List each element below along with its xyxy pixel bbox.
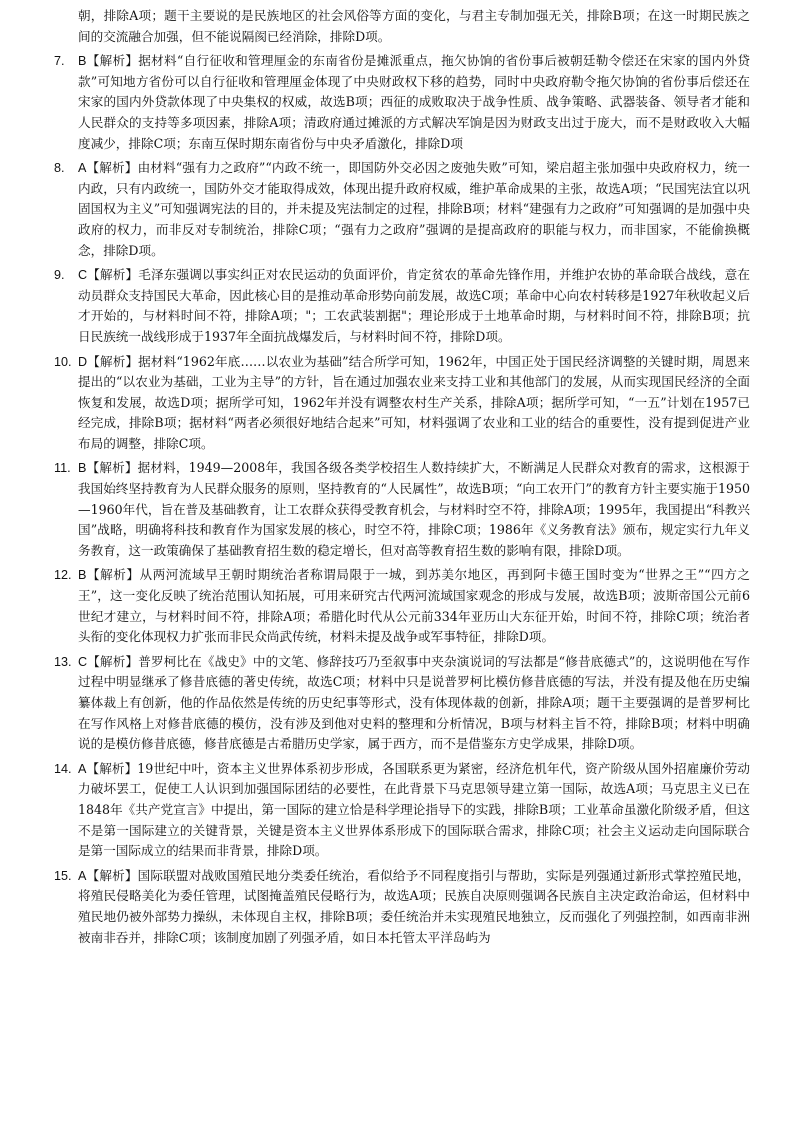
explanation-text: 据材料“自行征收和管理厘金的东南省份是摊派重点，拖欠协饷的省份事后被朝廷勒令偿还在宋家的国内外贷款”可知地方省份可以自行征收和管理厘金体现了中央财政权下移的趋势，同时中央政府勒令拖欠协饷的省份事后偿还在宋家的国内外贷款体现了中央集权的权威，故选B项；西征的成败取决于战争性质、战争策略、武器装备、领导者才能和人民群众的支持等多项因素，排除A项；清政府通过摊派的方式解决军饷是因为财政支出过于庞大，而不是财政收入大幅度减少，排除C项；东南互保时期东南省份与中央矛盾激化，排除D项 — [78, 53, 750, 151]
analysis-tag: 【解析】 — [87, 653, 139, 669]
explanation-text: 据材料“1962年底……以农业为基础”结合所学可知，1962年，中国正处于国民经济调整的关键时期，周恩来提出的“以农业为基础，工业为主导”的方针，旨在通过加强农业来支持工业和其他部门的发展，从而实现国民经济的全面恢复和发展，故选D项；据所学可知，1962年并没有调整农村生产关系，排除A项；据所学可知，“一五”计划在1957已经完成，排除B项；据材料“两者必须很好地结合起来”可知，材料强调了农业和工业的结合的重要性，没有提到促进产业布局的调整，排除C项。 — [78, 353, 750, 451]
explanation-text: 从两河流域早王朝时期统治者称谓局限于一城，到苏美尔地区，再到阿卡德王国时变为“世界之王”“四方之王”，这一变化反映了统治范围认知拓展，可用来研究古代两河流域国家观念的形成与发展，故选B项；波斯帝国公元前6世纪才建立，与材料时间不符，排除A项；希腊化时代从公元前334年亚历山大东征开始，时间不符，排除C项；统治者头衔的变化体现权力扩张而非民众尚武传统，材料未提及战争或军事特征，排除D项。 — [78, 567, 750, 645]
analysis-tag: 【解析】 — [86, 460, 138, 476]
question-number: 7. — [54, 54, 65, 69]
answer-letter: B — [78, 568, 87, 583]
answer-explanation — [78, 652, 750, 755]
answer-explanation — [78, 51, 750, 154]
explanation-text: 毛泽东强调以事实纠正对农民运动的负面评价，肯定贫农的革命先锋作用，并维护农协的革命联合战线，意在动员群众支持国民大革命，因此核心目的是推动革命形势向前发展，故选C项；革命中心向农村转移是1927年秋收起义后才开始的，与材料时间不符，排除A项；"；工农武装割据"；理论形成于土地革命时期，与材料时间不符，排除B项；抗日民族统一战线形成于1937年全面抗战爆发后，与材料时间不符，排除D项。 — [78, 267, 751, 344]
answer-item — [54, 458, 750, 561]
answer-item — [54, 652, 750, 755]
answer-list — [54, 51, 750, 948]
analysis-tag: 【解析】 — [87, 353, 139, 369]
question-number: 12. — [54, 568, 72, 583]
explanation-text: 普罗柯比在《战史》中的文笔、修辞技巧乃至叙事中夹杂演说词的写法都是“修昔底德式”的，这说明他在写作过程中明显继承了修昔底德的著史传统，故选C项；材料中只是说普罗柯比模仿修昔底德的写法，并没有提及他在历史编纂体裁上有创新，他的作品依然是传统的历史纪事等形式，没有体现体裁的创新，排除A项；题干主要强调的是普罗柯比在写作风格上对修昔底德的模仿，没有涉及到他对史料的整理和分析情况，B项与材料主旨不符，排除B项；材料中明确说的是模仿修昔底德，修昔底德是古希腊历史学家，属于西方，而不是借鉴东方史学成果，排除D项。 — [78, 653, 750, 752]
answer-letter: D — [78, 354, 88, 369]
question-number: 10. — [54, 354, 72, 369]
answer-letter: C — [78, 268, 88, 283]
analysis-tag: 【解析】 — [86, 567, 140, 583]
answer-item — [54, 158, 750, 261]
continuation-paragraph: 朝，排除A项；题干主要说的是民族地区的社会风俗等方面的变化，与君主专制加强无关，排除B项；在这一时期民族之间的交流融合加强，但不能说隔阂已经消除，排除D项。 — [78, 8, 750, 44]
question-number: 11. — [54, 461, 71, 476]
answer-letter: A — [78, 161, 87, 176]
answer-item — [54, 265, 750, 347]
analysis-tag: 【解析】 — [87, 267, 139, 283]
answer-letter: B — [78, 461, 87, 476]
question-number: 13. — [54, 654, 72, 669]
answer-item — [54, 352, 750, 455]
question-number: 15. — [54, 868, 72, 883]
explanation-text: 国际联盟对战败国殖民地分类委任统治，看似给予不同程度指引与帮助，实际是列强通过新形式掌控殖民地，将殖民侵略美化为委任管理，试图掩盖殖民侵略行为，故选A项；民族自决原则强调各民族自主决定政治命运，但材料中殖民地仍被外部势力操纵，未体现自主权，排除B项；委任统治并未实现殖民地独立，反而强化了列强控制，如西南非洲被南非吞并，排除C项；该制度加剧了列强矛盾，如日本托管太平洋岛屿为 — [78, 867, 751, 945]
answer-explanation — [78, 565, 750, 647]
analysis-tag: 【解析】 — [86, 867, 138, 883]
analysis-tag: 【解析】 — [86, 53, 139, 69]
explanation-text: 据材料，1949—2008年，我国各级各类学校招生人数持续扩大，不断满足人民群众对教育的需求，这根源于我国始终坚持教育为人民群众服务的原则，坚持教育的“人民属性”，故选B项；“向工农开门”的教育方针主要实施于1950—1960年代，旨在普及基础教育，让工农群众获得受教育机会，与材料时空不符，排除A项；1995年，我国提出“科教兴国”战略，明确将科技和教育作为国家发展的核心，时空不符，排除C项；1986年《义务教育法》颁布，规定实行九年义务教育，这一政策确保了基础教育招生数的稳定增长，但对高等教育招生数的影响有限，排除D项。 — [78, 460, 750, 558]
answer-explanation — [78, 158, 750, 261]
explanation-text: 由材料“强有力之政府”“内政不统一，即国防外交必因之废弛失败”可知，梁启超主张加强中央政府权力，统一内政，只有内政统一，国防外交才能取得成效，体现出提升政府权威，维护革命成果的主张，故选A项；“民国宪法宜以巩固国权为主义”可知强调宪法的目的，并未提及宪法制定的过程，排除B项；材料“建强有力之政府”可知强调的是加强中央政府的权力，而非反对专制统治，排除C项；“强有力之政府”强调的是提高政府的职能与权力，而非国家，不能偷换概念，排除D项。 — [78, 160, 751, 258]
answer-item — [54, 51, 750, 154]
answer-letter: A — [78, 761, 87, 776]
answer-item — [54, 759, 750, 862]
answer-letter: A — [78, 868, 87, 883]
explanation-text: 19世纪中叶，资本主义世界体系初步形成，各国联系更为紧密，经济危机年代，资产阶级从国外招雇廉价劳动力破坏罢工，促使工人认识到加强国际团结的必要性，在此背景下马克思领导建立第一国际，故选A项；马克思主义已在1848年《共产党宣言》中提出，第一国际的建立恰是科学理论指导下的实践，排除B项；工业革命虽激化阶级矛盾，但这不是第一国际建立的关键背景，关键是资本主义世界体系形成下的国际联合需求，排除C项；社会主义运动走向国际联合是第一国际成立的结果而非背景，排除D项。 — [78, 760, 751, 859]
answer-letter: B — [78, 54, 87, 69]
analysis-tag: 【解析】 — [86, 760, 138, 776]
question-number: 14. — [54, 761, 72, 776]
answer-explanation — [78, 458, 750, 561]
answer-item — [54, 565, 750, 647]
answer-explanation — [78, 759, 750, 862]
answer-letter: C — [78, 654, 88, 669]
answer-explanation — [78, 265, 750, 347]
answer-explanation — [78, 352, 750, 455]
question-number: 8. — [54, 161, 65, 176]
question-number: 9. — [54, 268, 65, 283]
answer-item — [54, 866, 750, 948]
answer-explanation — [78, 866, 750, 948]
analysis-tag: 【解析】 — [86, 160, 138, 176]
